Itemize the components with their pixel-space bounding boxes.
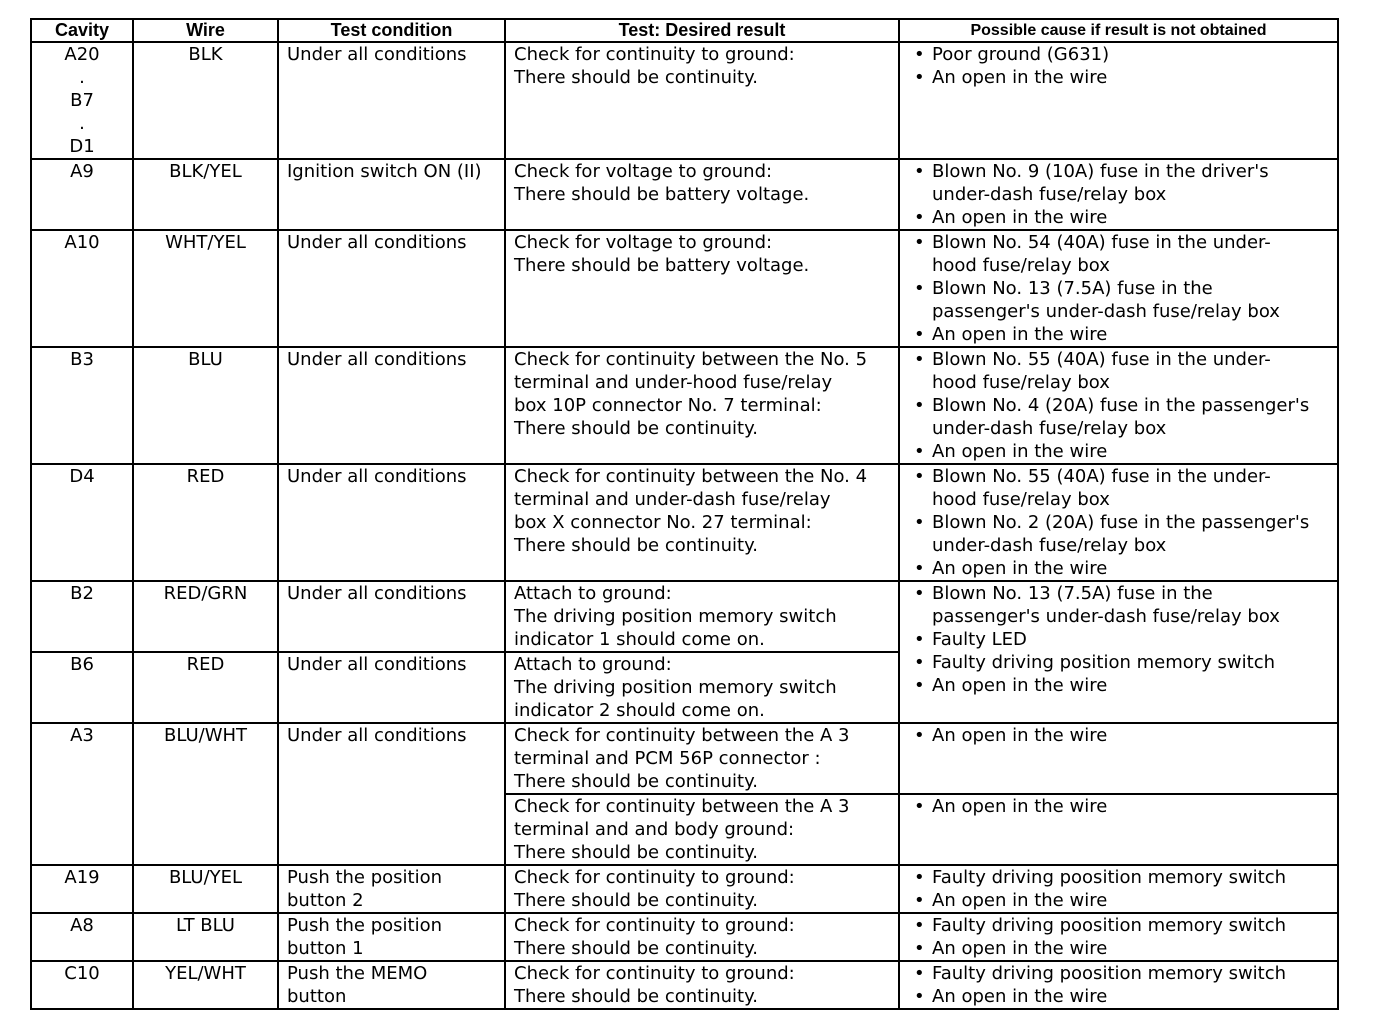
cavity-value: B7 xyxy=(70,90,94,111)
result-text: There should be continuity. xyxy=(514,842,758,863)
condition-cell xyxy=(278,723,505,865)
result-text: Check for continuity between the No. 5 xyxy=(514,349,868,370)
result-text: There should be continuity. xyxy=(514,890,758,911)
result-cell xyxy=(505,464,899,581)
condition-text: Under all conditions xyxy=(287,583,467,604)
cause-cell xyxy=(899,913,1338,961)
cavity-cell: D4 xyxy=(31,464,133,581)
cause-line: • Blown No. 13 (7.5A) fuse in the xyxy=(932,583,1213,604)
cause-cell xyxy=(899,230,1338,347)
cavity-separator: . xyxy=(79,113,85,134)
condition-cell xyxy=(278,42,505,159)
result-cell xyxy=(505,865,899,913)
cause-line: • Blown No. 13 (7.5A) fuse in the xyxy=(932,278,1213,299)
result-text: Attach to ground: xyxy=(514,583,672,604)
cause-item: • Faulty driving poosition memory switch xyxy=(908,866,1329,889)
cause-line: • Blown No. 2 (20A) fuse in the passenger's xyxy=(932,512,1310,533)
cavity-cell: A8 xyxy=(31,913,133,961)
result-text: terminal and under-hood fuse/relay xyxy=(514,372,833,393)
result-text: Check for voltage to ground: xyxy=(514,161,773,182)
cause-item xyxy=(908,582,1329,628)
result-text: Check for continuity between the No. 4 xyxy=(514,466,868,487)
table-row xyxy=(31,42,1338,159)
cause-line: passenger's under-dash fuse/relay box xyxy=(932,606,1280,627)
cause-item xyxy=(908,160,1329,206)
wire-cell: WHT/YEL xyxy=(133,230,278,347)
cavity-value: A20 xyxy=(64,44,100,65)
result-text: Check for continuity between the A 3 xyxy=(514,725,850,746)
cause-item: • Faulty driving poosition memory switch xyxy=(908,914,1329,937)
cause-item: • An open in the wire xyxy=(908,557,1329,580)
cavity-cell xyxy=(31,42,133,159)
result-text: The driving position memory switch xyxy=(514,606,837,627)
condition-cell xyxy=(278,581,505,652)
result-cell xyxy=(505,581,899,652)
cause-line: under-dash fuse/relay box xyxy=(932,184,1167,205)
result-cell xyxy=(505,794,899,865)
cavity-cell: C10 xyxy=(31,961,133,1009)
cause-item: • An open in the wire xyxy=(908,937,1329,960)
cause-item: • An open in the wire xyxy=(908,440,1329,463)
cause-cell xyxy=(899,464,1338,581)
condition-cell xyxy=(278,652,505,723)
table-row xyxy=(31,961,1338,1009)
condition-text: Under all conditions xyxy=(287,654,467,675)
result-text: terminal and under-dash fuse/relay xyxy=(514,489,831,510)
cause-item: • Poor ground (G631) xyxy=(908,43,1329,66)
cause-line: • Blown No. 55 (40A) fuse in the under- xyxy=(932,349,1271,370)
result-text: There should be continuity. xyxy=(514,771,758,792)
result-text: There should be continuity. xyxy=(514,938,758,959)
table-row xyxy=(31,913,1338,961)
result-text: Check for continuity between the A 3 xyxy=(514,796,850,817)
cavity-cell: A10 xyxy=(31,230,133,347)
cavity-separator: . xyxy=(79,67,85,88)
condition-text: Push the MEMO xyxy=(287,963,428,984)
header-possible-cause: Possible cause if result is not obtained xyxy=(899,19,1338,42)
cause-line: • Blown No. 55 (40A) fuse in the under- xyxy=(932,466,1271,487)
result-cell xyxy=(505,230,899,347)
wire-cell: BLK/YEL xyxy=(133,159,278,230)
condition-cell xyxy=(278,159,505,230)
condition-cell xyxy=(278,464,505,581)
cause-item: • An open in the wire xyxy=(908,674,1329,697)
result-text: There should be battery voltage. xyxy=(514,255,810,276)
cause-line: under-dash fuse/relay box xyxy=(932,418,1167,439)
result-cell xyxy=(505,961,899,1009)
cause-item: • Faulty driving poosition memory switch xyxy=(908,962,1329,985)
result-cell xyxy=(505,42,899,159)
header-wire: Wire xyxy=(133,19,278,42)
condition-text: button xyxy=(287,986,347,1007)
result-cell xyxy=(505,347,899,464)
table-row xyxy=(31,581,1338,652)
condition-text: Push the position xyxy=(287,915,443,936)
result-text: Check for continuity to ground: xyxy=(514,963,795,984)
cavity-cell: A9 xyxy=(31,159,133,230)
table-row xyxy=(31,159,1338,230)
condition-text: Under all conditions xyxy=(287,44,467,65)
cause-item: • An open in the wire xyxy=(908,795,1329,818)
result-text: indicator 2 should come on. xyxy=(514,700,765,721)
cause-line: passenger's under-dash fuse/relay box xyxy=(932,301,1280,322)
cause-item xyxy=(908,394,1329,440)
condition-text: Under all conditions xyxy=(287,466,467,487)
result-text: terminal and PCM 56P connector : xyxy=(514,748,821,769)
result-cell xyxy=(505,652,899,723)
cause-item: • An open in the wire xyxy=(908,66,1329,89)
cavity-cell: B3 xyxy=(31,347,133,464)
result-text: Check for continuity to ground: xyxy=(514,867,795,888)
table-row xyxy=(31,230,1338,347)
wire-cell: BLU xyxy=(133,347,278,464)
cause-item xyxy=(908,348,1329,394)
cause-item xyxy=(908,511,1329,557)
condition-text: Push the position xyxy=(287,867,443,888)
cause-line: • Blown No. 4 (20A) fuse in the passenger's xyxy=(932,395,1310,416)
cavity-cell: B2 xyxy=(31,581,133,652)
condition-text: Under all conditions xyxy=(287,349,467,370)
cause-cell xyxy=(899,581,1338,723)
cause-cell xyxy=(899,794,1338,865)
cause-item: • Faulty driving position memory switch xyxy=(908,651,1329,674)
cavity-value: D1 xyxy=(69,136,95,157)
wire-cell: YEL/WHT xyxy=(133,961,278,1009)
cause-cell xyxy=(899,42,1338,159)
cause-line: • Blown No. 9 (10A) fuse in the driver's xyxy=(932,161,1269,182)
cause-item: • Faulty LED xyxy=(908,628,1329,651)
condition-cell xyxy=(278,347,505,464)
cause-line: hood fuse/relay box xyxy=(932,489,1110,510)
diagnostic-table xyxy=(30,18,1339,1010)
condition-cell xyxy=(278,913,505,961)
cause-line: under-dash fuse/relay box xyxy=(932,535,1167,556)
result-text: indicator 1 should come on. xyxy=(514,629,765,650)
result-text: The driving position memory switch xyxy=(514,677,837,698)
cause-cell xyxy=(899,723,1338,794)
wire-cell: RED/GRN xyxy=(133,581,278,652)
cause-item xyxy=(908,231,1329,277)
result-text: There should be continuity. xyxy=(514,535,758,556)
result-text: There should be continuity. xyxy=(514,67,758,88)
result-text: Check for continuity to ground: xyxy=(514,915,795,936)
wire-cell: RED xyxy=(133,652,278,723)
result-text: terminal and and body ground: xyxy=(514,819,795,840)
cavity-cell: A3 xyxy=(31,723,133,865)
result-text: box 10P connector No. 7 terminal: xyxy=(514,395,822,416)
wire-cell: LT BLU xyxy=(133,913,278,961)
condition-text: button 2 xyxy=(287,890,364,911)
cause-item xyxy=(908,465,1329,511)
condition-text: Under all conditions xyxy=(287,725,467,746)
cause-item: • An open in the wire xyxy=(908,206,1329,229)
wire-cell: BLK xyxy=(133,42,278,159)
table-row xyxy=(31,347,1338,464)
cause-cell xyxy=(899,961,1338,1009)
cause-item: • An open in the wire xyxy=(908,724,1329,747)
header-cavity: Cavity xyxy=(31,19,133,42)
condition-text: Under all conditions xyxy=(287,232,467,253)
condition-text: button 1 xyxy=(287,938,364,959)
wire-cell: BLU/WHT xyxy=(133,723,278,865)
condition-text: Ignition switch ON (II) xyxy=(287,161,482,182)
cause-cell xyxy=(899,159,1338,230)
result-text: Check for voltage to ground: xyxy=(514,232,773,253)
cause-item xyxy=(908,277,1329,323)
result-text: Attach to ground: xyxy=(514,654,672,675)
header-desired-result: Test: Desired result xyxy=(505,19,899,42)
result-text: Check for continuity to ground: xyxy=(514,44,795,65)
cause-line: • Blown No. 54 (40A) fuse in the under- xyxy=(932,232,1271,253)
wire-cell: BLU/YEL xyxy=(133,865,278,913)
result-cell xyxy=(505,913,899,961)
cavity-cell: A19 xyxy=(31,865,133,913)
cavity-cell: B6 xyxy=(31,652,133,723)
result-cell xyxy=(505,159,899,230)
table-row xyxy=(31,865,1338,913)
table-header-row xyxy=(31,19,1338,42)
cause-line: hood fuse/relay box xyxy=(932,255,1110,276)
header-test-condition: Test condition xyxy=(278,19,505,42)
result-cell xyxy=(505,723,899,794)
result-text: There should be battery voltage. xyxy=(514,184,810,205)
table-row xyxy=(31,464,1338,581)
wire-cell: RED xyxy=(133,464,278,581)
result-text: There should be continuity. xyxy=(514,418,758,439)
condition-cell xyxy=(278,230,505,347)
result-text: box X connector No. 27 terminal: xyxy=(514,512,812,533)
cause-line: hood fuse/relay box xyxy=(932,372,1110,393)
table-row xyxy=(31,723,1338,794)
cause-item: • An open in the wire xyxy=(908,985,1329,1008)
condition-cell xyxy=(278,961,505,1009)
cause-item: • An open in the wire xyxy=(908,323,1329,346)
cause-item: • An open in the wire xyxy=(908,889,1329,912)
result-text: There should be continuity. xyxy=(514,986,758,1007)
condition-cell xyxy=(278,865,505,913)
cause-cell xyxy=(899,347,1338,464)
cause-cell xyxy=(899,865,1338,913)
